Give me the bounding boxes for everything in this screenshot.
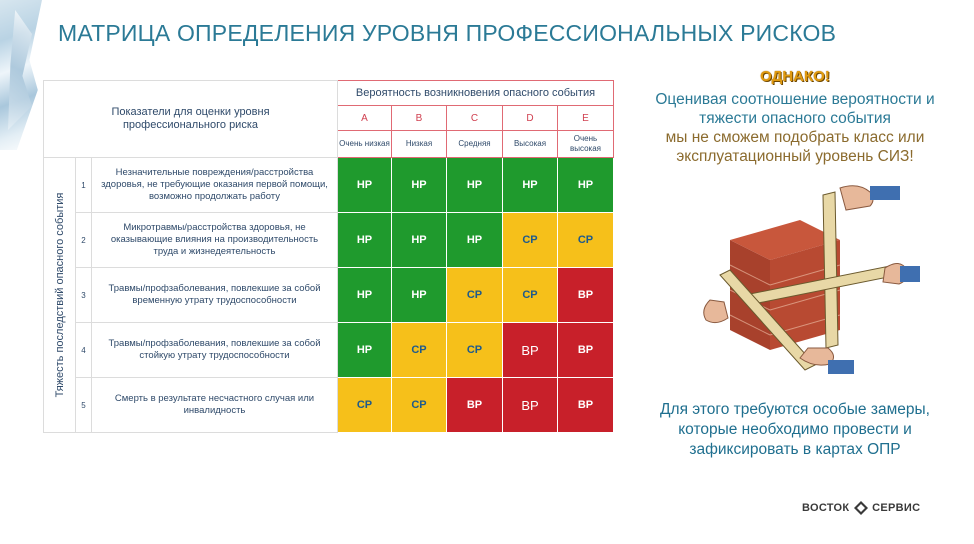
probability-header: Вероятность возникновения опасного события [338,81,614,106]
logo-text-right: СЕРВИС [872,501,921,514]
risk-level-cell: СР [503,213,558,268]
severity-header: Тяжесть последствий опасного события [53,192,66,398]
warning-text-line: тяжести опасного события [699,110,891,127]
risk-level-cell: НР [338,323,392,378]
risk-level-cell: ВР [503,323,558,378]
warning-text [620,90,970,166]
risk-level-cell: НР [338,213,392,268]
severity-header-cell [44,158,76,433]
severity-number: 1 [76,158,92,213]
warning-text-line: Оценивая соотношение вероятности и [655,91,935,108]
severity-description: Незначительные повреждения/расстройства здоровья, не требующие оказания первой помощи, возможно продолжать работу [92,158,338,213]
severity-description: Травмы/профзаболевания, повлекшие за собой стойкую утрату трудоспособности [92,323,338,378]
warning-text-line: мы не сможем подобрать класс или [665,129,925,146]
risk-level-cell: ВР [503,378,558,433]
risk-level-cell: СР [392,323,447,378]
risk-level-cell: СР [392,378,447,433]
severity-number: 5 [76,378,92,433]
risk-level-cell: ВР [558,323,614,378]
logo-mark-icon [854,501,868,515]
risk-level-cell: СР [558,213,614,268]
measurements-text-line: которые необходимо провести и [678,421,912,438]
severity-description: Травмы/профзаболевания, повлекшие за собой временную утрату трудоспособности [92,268,338,323]
probability-level: Средняя [447,131,503,158]
severity-description: Смерть в результате несчастного случая или инвалидность [92,378,338,433]
probability-letter: A [338,106,392,131]
risk-level-cell: СР [447,268,503,323]
severity-number: 2 [76,213,92,268]
risk-level-cell: НР [392,213,447,268]
company-logo [802,501,920,515]
slide-title: МАТРИЦА ОПРЕДЕЛЕНИЯ УРОВНЯ ПРОФЕССИОНАЛЬНЫХ РИСКОВ [58,20,837,46]
risk-level-cell: НР [447,213,503,268]
probability-letter: E [558,106,614,131]
warning-text-line: эксплуатационный уровень СИЗ! [676,148,914,165]
risk-level-cell: СР [338,378,392,433]
probability-level: Высокая [503,131,558,158]
probability-level: Очень высокая [558,131,614,158]
probability-letter: B [392,106,447,131]
risk-level-cell: НР [558,158,614,213]
probability-letter: C [447,106,503,131]
measurements-text-line: зафиксировать в картах ОПР [689,441,901,458]
measurements-text-line: Для этого требуются особые замеры, [660,401,930,418]
risk-level-cell: ВР [558,378,614,433]
matrix-row [44,268,614,323]
risk-level-cell: НР [338,158,392,213]
measurements-text [620,400,970,460]
probability-letter: D [503,106,558,131]
risk-level-cell: НР [392,268,447,323]
brick-measurement-illustration [690,180,920,390]
indicators-header: Показатели для оценки уровня профессионального риска [44,81,338,158]
matrix-row [44,378,614,433]
severity-description: Микротравмы/расстройства здоровья, не оказывающие влияния на производительность труда и жизнедеятельность [92,213,338,268]
risk-level-cell: НР [338,268,392,323]
matrix-row [44,158,614,213]
risk-level-cell: ВР [447,378,503,433]
risk-level-cell: НР [503,158,558,213]
matrix-row [44,323,614,378]
risk-level-cell: СР [447,323,503,378]
warning-heading: ОДНАКО! [760,68,830,85]
probability-level: Низкая [392,131,447,158]
severity-number: 3 [76,268,92,323]
risk-level-cell: НР [392,158,447,213]
probability-level: Очень низкая [338,131,392,158]
risk-level-cell: ВР [558,268,614,323]
severity-number: 4 [76,323,92,378]
risk-level-cell: НР [447,158,503,213]
risk-matrix [43,80,614,433]
matrix-row [44,213,614,268]
matrix-body [44,158,614,433]
risk-level-cell: СР [503,268,558,323]
logo-text-left: ВОСТОК [802,501,850,514]
